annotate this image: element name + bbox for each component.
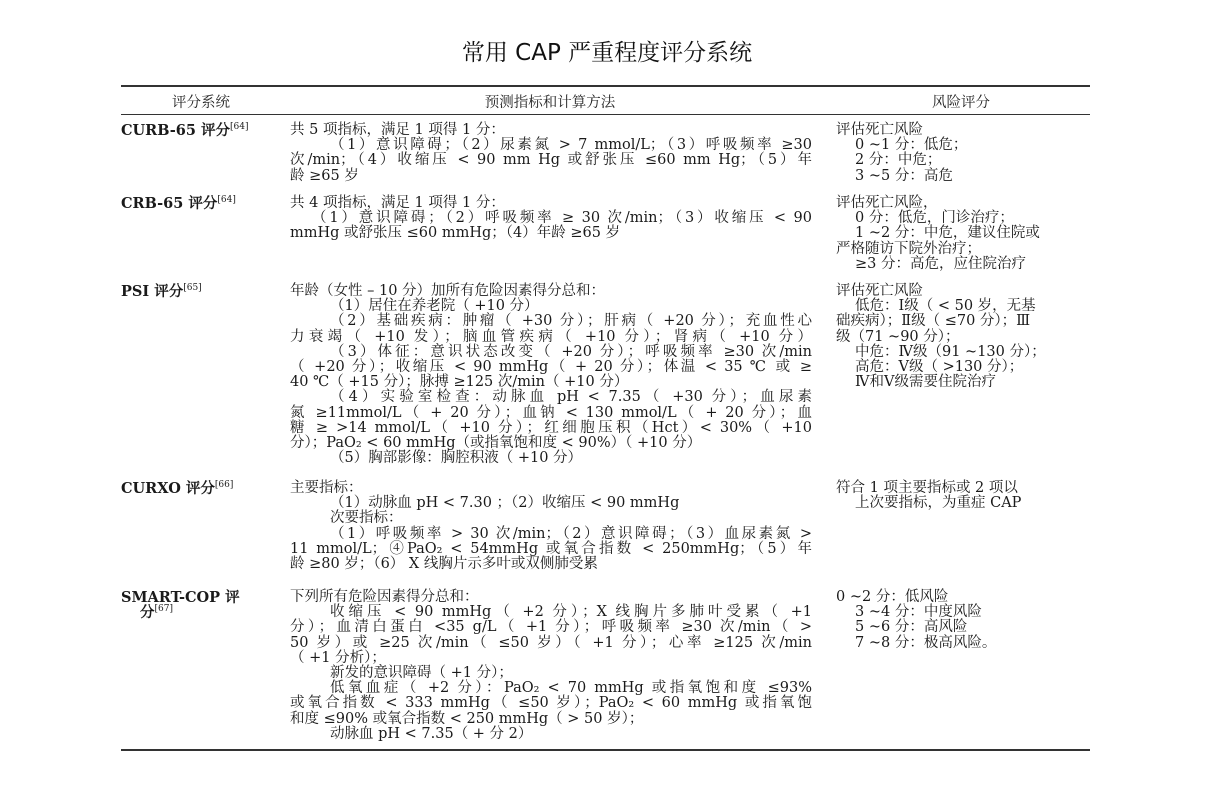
- indicator-line: mmHg 或舒张压 ≤60 mmHg；（4）年龄 ≥65 岁: [290, 225, 621, 242]
- indicator-line: （1）意识障碍；（2）尿素氮 > 7 mmol/L；（3）呼吸频率 ≥30: [330, 137, 812, 154]
- risk-line: 上次要指标，为重症 CAP: [855, 495, 1022, 512]
- risk-line: 评估死亡风险，: [836, 195, 938, 211]
- risk-cell: [836, 284, 1088, 390]
- risk-line: 0 分：低危，门诊治疗；: [855, 210, 1014, 227]
- indicator-line: 力衰竭（ +10 发）；脑血管疾病（ +10 分）；肾病（ +10 分）: [290, 328, 812, 345]
- risk-cell: [836, 196, 1088, 272]
- indicator-line: 分）；PaO₂ < 60 mmHg（或指氧饱和度 < 90%）（ +10 分）: [290, 435, 702, 452]
- risk-line: 础疾病）；Ⅱ级（ ≤70 分）；Ⅲ: [836, 313, 1031, 330]
- indicator-line: （ +20 分）；收缩压 < 90 mmHg（ + 20 分）；体温 < 35 ℃ 或 ≥: [290, 359, 812, 376]
- header-system: 评分系统: [172, 95, 230, 111]
- system-name: CRB-65 评分: [121, 195, 218, 212]
- risk-line: 0 ~2 分：低风险: [836, 589, 949, 605]
- risk-line: 低危：Ⅰ级（ < 50 岁，无基: [855, 298, 1036, 315]
- citation: [66]: [214, 480, 234, 491]
- table-top-rule: [121, 85, 1090, 87]
- indicator-line: 40 ℃（ +15 分）；脉搏 ≥125 次/min（ +10 分）: [290, 374, 629, 391]
- risk-line: 符合 1 项主要指标或 2 项以: [836, 480, 1018, 496]
- indicator-line: 糖 ≥ >14 mmol/L（ +10 分）；红细胞压积（Hct）< 30%（ +10: [290, 419, 812, 436]
- indicator-line: 下列所有危险因素得分总和：: [290, 589, 479, 605]
- risk-line: 级（71 ~90 分）；: [836, 328, 960, 345]
- indicator-line: 收缩压 < 90 mmHg（ +2 分）；X 线胸片多肺叶受累（ +1: [330, 604, 812, 621]
- indicator-line: 龄 ≥65 岁: [290, 167, 359, 184]
- indicator-line: 年龄（女性 – 10 分）加所有危险因素得分总和：: [290, 283, 606, 299]
- indicator-line: 次/min；（4）收缩压 < 90 mm Hg 或舒张压 ≤60 mm Hg；（5）年: [290, 152, 812, 169]
- indicator-line: 动脉血 pH < 7.35（ + 分 2）: [330, 725, 533, 742]
- risk-line: 评估死亡风险: [836, 122, 923, 138]
- risk-cell: [836, 481, 1088, 511]
- risk-cell: [836, 590, 1088, 651]
- system-cell: [121, 284, 281, 300]
- indicator-line: 11 mmol/L；④PaO₂ < 54mmHg 或氧合指数 < 250mmHg；（5）年: [290, 540, 812, 557]
- indicator-line: 次要指标：: [330, 510, 403, 527]
- system-cell: [121, 590, 281, 621]
- risk-line: 高危：Ⅴ级（ >130 分）；: [855, 359, 1024, 376]
- system-cell: [121, 481, 281, 497]
- risk-line: 5 ~6 分：高风险: [855, 619, 968, 636]
- risk-line: 3 ~4 分：中度风险: [855, 604, 982, 621]
- indicators-cell: [290, 196, 812, 242]
- indicator-line: 分）；血清白蛋白 <35 g/L（ +1 分）；呼吸频率 ≥30 次/min（ >: [290, 619, 812, 636]
- risk-line: 中危：Ⅳ级（91 ~130 分）；: [855, 343, 1046, 360]
- header-risk: 风险评分: [932, 95, 990, 111]
- indicator-line: 或氧合指数 < 333 mmHg（ ≤50 岁）；PaO₂ < 60 mmHg 或指氧饱: [290, 695, 812, 712]
- indicator-line: 新发的意识障碍（ +1 分）；: [330, 665, 513, 682]
- indicator-line: 共 5 项指标，满足 1 项得 1 分：: [290, 122, 505, 138]
- indicators-cell: [290, 590, 812, 742]
- indicator-line: 50 岁）或 ≥25 次/min（ ≤50 岁）（ +1 分）；心率 ≥125 次/min: [290, 634, 812, 651]
- indicators-cell: [290, 481, 812, 572]
- system-name: PSI 评分: [121, 283, 184, 300]
- risk-line: ≥3 分：高危，应住院治疗: [855, 255, 1026, 272]
- risk-line: 3 ~5 分：高危: [855, 167, 953, 184]
- system-name: CURXO 评分: [121, 480, 215, 497]
- system-cell: [121, 123, 281, 139]
- citation: [64]: [230, 122, 249, 133]
- citation: [64]: [217, 195, 236, 206]
- risk-line: 2 分：中危；: [855, 152, 942, 169]
- indicator-line: （1）居住在养老院（ +10 分）: [330, 298, 539, 315]
- indicator-line: （3）体征：意识状态改变（ +20 分）；呼吸频率 ≥30 次/min: [330, 343, 812, 360]
- citation: [67]: [154, 604, 173, 615]
- indicator-line: （1）动脉血 pH < 7.30 ；（2）收缩压 < 90 mmHg: [330, 495, 680, 512]
- indicator-line: 和度 ≤90% 或氧合指数 < 250 mmHg（ > 50 岁）；: [290, 710, 644, 727]
- risk-line: Ⅳ和Ⅴ级需要住院治疗: [855, 374, 996, 391]
- indicators-cell: [290, 123, 812, 184]
- system-cell: [121, 196, 281, 212]
- indicator-line: 氮 ≥11mmol/L（ + 20 分）；血钠 < 130 mmol/L（ + 20 分）；血: [290, 404, 812, 421]
- header-indicators: 预测指标和计算方法: [484, 95, 616, 111]
- indicator-line: 低氧血症（ +2 分）：PaO₂ < 70 mmHg 或指氧饱和度 ≤93%: [330, 680, 812, 697]
- indicator-line: （1）呼吸频率 > 30 次/min；（2）意识障碍；（3）血尿素氮 >: [330, 525, 812, 542]
- table-header-rule: [121, 114, 1090, 115]
- citation: [65]: [183, 283, 202, 294]
- indicator-line: （4）实验室检查：动脉血 pH < 7.35（ +30 分）；血尿素: [330, 389, 812, 406]
- table-title: 常用 CAP 严重程度评分系统: [461, 40, 753, 66]
- risk-line: 评估死亡风险: [836, 283, 923, 299]
- indicator-line: （2）基础疾病：肿瘤（ +30 分）；肝病（ +20 分）；充血性心: [330, 313, 812, 330]
- indicator-line: 龄 ≥80 岁；（6） X 线胸片示多叶或双侧肺受累: [290, 556, 598, 573]
- indicator-line: 共 4 项指标，满足 1 项得 1 分：: [290, 195, 505, 211]
- indicator-line: （1）意识障碍；（2）呼吸频率 ≥ 30 次/min；（3）收缩压 < 90: [312, 210, 812, 227]
- risk-line: 7 ~8 分：极高风险。: [855, 634, 997, 651]
- indicators-cell: [290, 284, 812, 466]
- indicator-line: （ +1 分析）；: [290, 649, 386, 666]
- system-name: SMART-COP 评: [121, 589, 240, 606]
- risk-line: 0 ~1 分：低危；: [855, 137, 968, 154]
- indicator-line: 主要指标：: [290, 480, 363, 496]
- system-name: CURB-65 评分: [121, 122, 231, 139]
- indicator-line: （5）胸部影像：胸腔积液（ +10 分）: [330, 450, 583, 467]
- risk-line: 1 ~2 分：中危，建议住院或: [855, 225, 1040, 242]
- risk-cell: [836, 123, 1088, 184]
- system-name-continued: 分: [140, 604, 155, 622]
- table-bottom-rule: [121, 749, 1090, 751]
- risk-line: 严格随访下院外治疗；: [836, 240, 981, 257]
